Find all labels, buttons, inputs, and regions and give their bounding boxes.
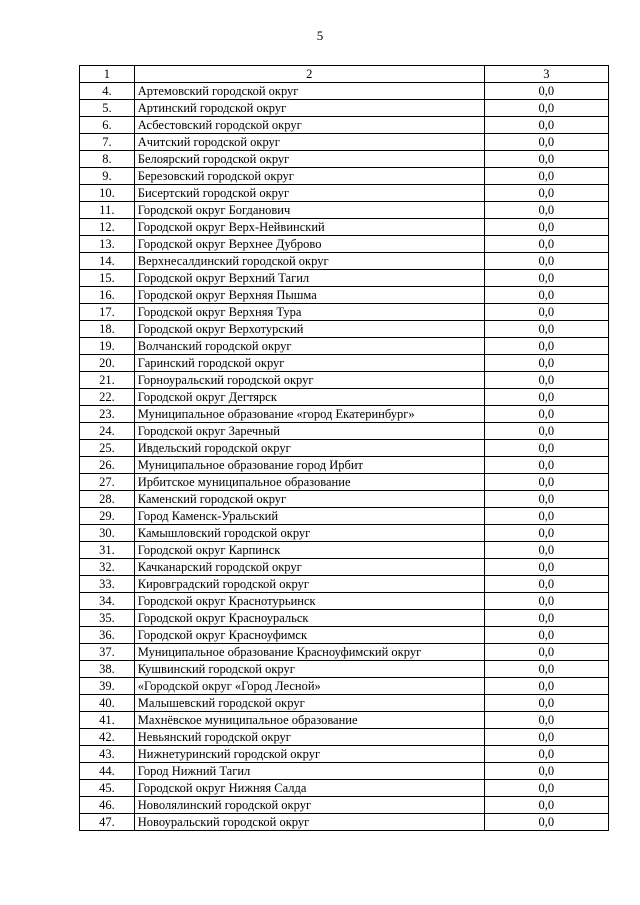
municipality-name-cell: Махнёвское муниципальное образование [134,712,484,729]
table-row [80,797,609,814]
value-cell: 0,0 [484,491,608,508]
value-cell: 0,0 [484,321,608,338]
table-row [80,100,609,117]
table-row [80,304,609,321]
municipality-name-cell: Муниципальное образование город Ирбит [134,457,484,474]
table-row [80,678,609,695]
table-row [80,644,609,661]
row-number-cell: 13. [80,236,135,253]
table-row [80,559,609,576]
table-row [80,763,609,780]
value-cell: 0,0 [484,695,608,712]
table-row [80,287,609,304]
municipality-name-cell: Городской округ Верх-Нейвинский [134,219,484,236]
value-cell: 0,0 [484,219,608,236]
value-cell: 0,0 [484,389,608,406]
table-row [80,151,609,168]
row-number-cell: 16. [80,287,135,304]
municipality-name-cell: Городской округ Нижняя Салда [134,780,484,797]
value-cell: 0,0 [484,406,608,423]
row-number-cell: 29. [80,508,135,525]
value-cell: 0,0 [484,236,608,253]
table-row [80,746,609,763]
table-header-row [80,66,609,83]
municipality-name-cell: Нижнетуринский городской округ [134,746,484,763]
value-cell: 0,0 [484,678,608,695]
row-number-cell: 26. [80,457,135,474]
municipality-name-cell: Муниципальное образование «город Екатеринбург» [134,406,484,423]
row-number-cell: 33. [80,576,135,593]
row-number-cell: 9. [80,168,135,185]
value-cell: 0,0 [484,593,608,610]
table-row [80,525,609,542]
municipality-name-cell: Ивдельский городской округ [134,440,484,457]
row-number-cell: 21. [80,372,135,389]
table-row [80,474,609,491]
row-number-cell: 37. [80,644,135,661]
municipality-name-cell: Новоуральский городской округ [134,814,484,831]
municipality-name-cell: Городской округ Верхотурский [134,321,484,338]
table-row [80,117,609,134]
row-number-cell: 20. [80,355,135,372]
row-number-cell: 28. [80,491,135,508]
table-row [80,457,609,474]
table-row [80,542,609,559]
row-number-cell: 6. [80,117,135,134]
municipality-name-cell: Город Каменск-Уральский [134,508,484,525]
table-row [80,491,609,508]
value-cell: 0,0 [484,542,608,559]
value-cell: 0,0 [484,814,608,831]
municipality-name-cell: Кировградский городской округ [134,576,484,593]
municipality-name-cell: Кушвинский городской округ [134,661,484,678]
municipality-name-cell: Малышевский городской округ [134,695,484,712]
row-number-cell: 36. [80,627,135,644]
municipality-name-cell: Асбестовский городской округ [134,117,484,134]
table-row [80,661,609,678]
municipality-name-cell: Горноуральский городской округ [134,372,484,389]
municipality-name-cell: Волчанский городской округ [134,338,484,355]
municipality-name-cell: Городской округ Верхняя Тура [134,304,484,321]
row-number-cell: 31. [80,542,135,559]
value-cell: 0,0 [484,134,608,151]
header-cell-value: 3 [484,66,608,83]
value-cell: 0,0 [484,712,608,729]
municipality-name-cell: Бисертский городской округ [134,185,484,202]
value-cell: 0,0 [484,117,608,134]
row-number-cell: 46. [80,797,135,814]
municipality-name-cell: «Городской округ «Город Лесной» [134,678,484,695]
table-row [80,202,609,219]
municipality-name-cell: Городской округ Верхняя Пышма [134,287,484,304]
value-cell: 0,0 [484,610,608,627]
value-cell: 0,0 [484,372,608,389]
page-number: 5 [316,28,324,43]
table-row [80,372,609,389]
table-row [80,134,609,151]
value-cell: 0,0 [484,508,608,525]
value-cell: 0,0 [484,746,608,763]
table-row [80,219,609,236]
value-cell: 0,0 [484,168,608,185]
municipality-name-cell: Каменский городской округ [134,491,484,508]
row-number-cell: 45. [80,780,135,797]
row-number-cell: 44. [80,763,135,780]
header-cell-number: 1 [80,66,135,83]
header-cell-name: 2 [134,66,484,83]
table-row [80,780,609,797]
row-number-cell: 39. [80,678,135,695]
municipality-name-cell: Артинский городской округ [134,100,484,117]
value-cell: 0,0 [484,627,608,644]
row-number-cell: 17. [80,304,135,321]
row-number-cell: 5. [80,100,135,117]
municipality-name-cell: Качканарский городской округ [134,559,484,576]
table-row [80,576,609,593]
municipality-name-cell: Новолялинский городской округ [134,797,484,814]
row-number-cell: 30. [80,525,135,542]
value-cell: 0,0 [484,763,608,780]
table-row [80,321,609,338]
row-number-cell: 10. [80,185,135,202]
value-cell: 0,0 [484,100,608,117]
row-number-cell: 11. [80,202,135,219]
municipality-name-cell: Городской округ Красноуральск [134,610,484,627]
row-number-cell: 32. [80,559,135,576]
value-cell: 0,0 [484,253,608,270]
row-number-cell: 47. [80,814,135,831]
row-number-cell: 24. [80,423,135,440]
table-row [80,253,609,270]
value-cell: 0,0 [484,270,608,287]
table-row [80,729,609,746]
row-number-cell: 42. [80,729,135,746]
table-row [80,338,609,355]
table-row [80,168,609,185]
municipality-name-cell: Артемовский городской округ [134,83,484,100]
value-cell: 0,0 [484,797,608,814]
municipality-name-cell: Белоярский городской округ [134,151,484,168]
value-cell: 0,0 [484,525,608,542]
row-number-cell: 43. [80,746,135,763]
value-cell: 0,0 [484,304,608,321]
row-number-cell: 23. [80,406,135,423]
table-row [80,440,609,457]
value-cell: 0,0 [484,474,608,491]
table-row [80,593,609,610]
table-row [80,695,609,712]
row-number-cell: 14. [80,253,135,270]
municipality-name-cell: Камышловский городской округ [134,525,484,542]
table-row [80,610,609,627]
municipality-name-cell: Ачитский городской округ [134,134,484,151]
table-row [80,236,609,253]
table-row [80,627,609,644]
row-number-cell: 15. [80,270,135,287]
row-number-cell: 12. [80,219,135,236]
municipality-name-cell: Городской округ Богданович [134,202,484,219]
data-table [79,65,609,831]
row-number-cell: 8. [80,151,135,168]
table-row [80,508,609,525]
row-number-cell: 41. [80,712,135,729]
municipality-name-cell: Городской округ Карпинск [134,542,484,559]
municipality-name-cell: Верхнесалдинский городской округ [134,253,484,270]
row-number-cell: 25. [80,440,135,457]
row-number-cell: 34. [80,593,135,610]
value-cell: 0,0 [484,576,608,593]
value-cell: 0,0 [484,83,608,100]
municipality-name-cell: Городской округ Верхний Тагил [134,270,484,287]
value-cell: 0,0 [484,661,608,678]
value-cell: 0,0 [484,559,608,576]
table-row [80,83,609,100]
table-row [80,389,609,406]
value-cell: 0,0 [484,423,608,440]
table-row [80,423,609,440]
value-cell: 0,0 [484,151,608,168]
value-cell: 0,0 [484,355,608,372]
municipality-name-cell: Городской округ Красноуфимск [134,627,484,644]
value-cell: 0,0 [484,185,608,202]
table-row [80,814,609,831]
table-row [80,270,609,287]
value-cell: 0,0 [484,644,608,661]
row-number-cell: 40. [80,695,135,712]
row-number-cell: 38. [80,661,135,678]
value-cell: 0,0 [484,457,608,474]
municipality-name-cell: Городской округ Верхнее Дуброво [134,236,484,253]
table-body [80,66,609,831]
value-cell: 0,0 [484,338,608,355]
municipality-name-cell: Березовский городской округ [134,168,484,185]
row-number-cell: 18. [80,321,135,338]
row-number-cell: 27. [80,474,135,491]
value-cell: 0,0 [484,287,608,304]
row-number-cell: 7. [80,134,135,151]
value-cell: 0,0 [484,202,608,219]
row-number-cell: 4. [80,83,135,100]
table-row [80,712,609,729]
municipality-name-cell: Невьянский городской округ [134,729,484,746]
table-row [80,185,609,202]
municipality-name-cell: Городской округ Краснотурьинск [134,593,484,610]
value-cell: 0,0 [484,729,608,746]
table-row [80,406,609,423]
value-cell: 0,0 [484,780,608,797]
municipality-name-cell: Ирбитское муниципальное образование [134,474,484,491]
row-number-cell: 22. [80,389,135,406]
municipality-name-cell: Город Нижний Тагил [134,763,484,780]
row-number-cell: 19. [80,338,135,355]
municipality-name-cell: Гаринский городской округ [134,355,484,372]
municipality-name-cell: Муниципальное образование Красноуфимский округ [134,644,484,661]
row-number-cell: 35. [80,610,135,627]
municipality-name-cell: Городской округ Дегтярск [134,389,484,406]
municipality-name-cell: Городской округ Заречный [134,423,484,440]
table-row [80,355,609,372]
value-cell: 0,0 [484,440,608,457]
